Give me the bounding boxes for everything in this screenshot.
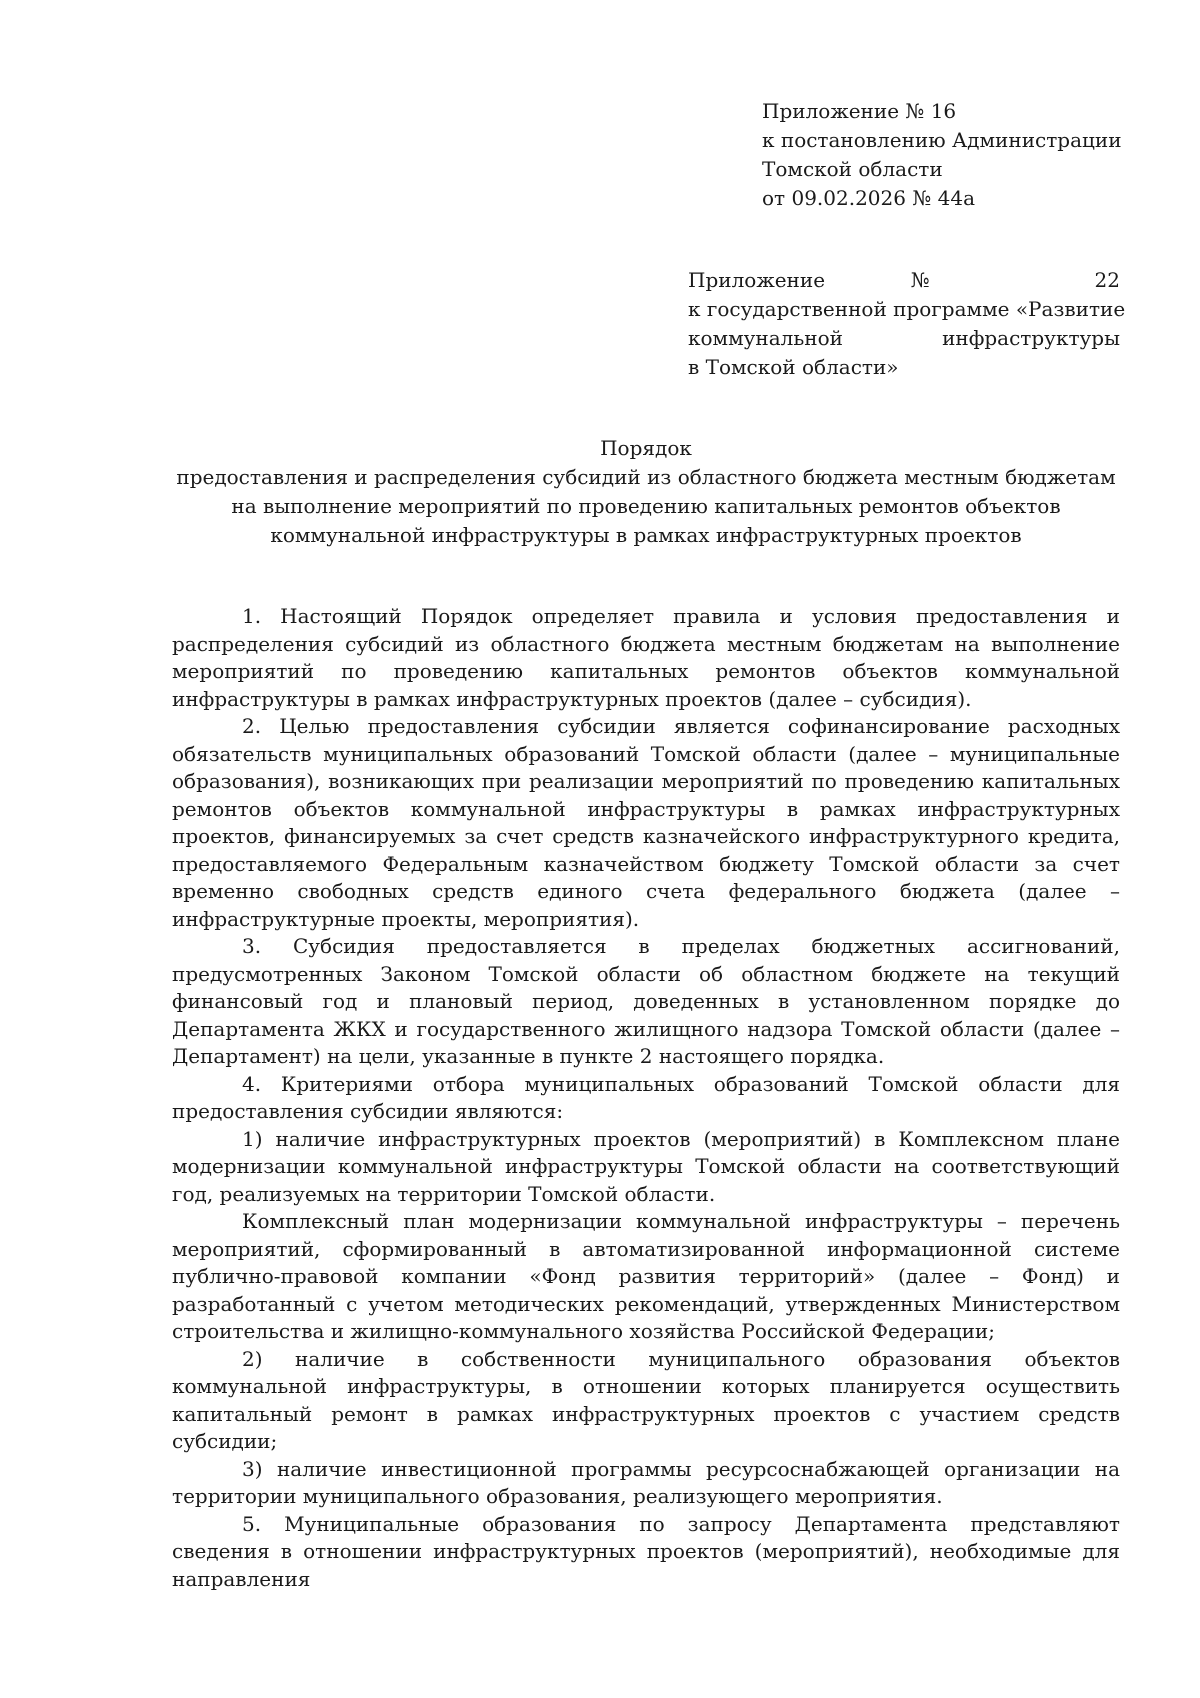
title-line-1: предоставления и распределения субсидий из областного бюджета местным бюджетам	[176, 465, 1116, 489]
paragraph-2: 2. Целью предоставления субсидии является софинансирование расходных обязательств муниципальных образований Томской области (далее – муниципальные образования), возникающих при реализации мероприятий по проведению капитальных ремонтов объектов коммунальной инфраструктуры в рамках инфраструктурных проектов, финансируемых за счет средств казначейского инфраструктурного кредита, предоставляемого Федеральным казначейством бюджету Томской области за счет временно свободных средств единого счета федерального бюджета (далее – инфраструктурные проекты, мероприятия).	[172, 714, 1120, 931]
paragraph-4-plan-definition: Комплексный план модернизации коммунальной инфраструктуры – перечень мероприятий, сформированный в автоматизированной информационной системе публично-правовой компании «Фонд развития территорий» (далее – Фонд) и разработанный с учетом методических рекомендаций, утвержденных Министерством строительства и жилищно-коммунального хозяйства Российской Федерации;	[172, 1209, 1120, 1343]
document-title	[172, 434, 1120, 550]
annex-number: Приложение № 16	[762, 99, 957, 123]
title-line-2: на выполнение мероприятий по проведению капитальных ремонтов объектов	[231, 494, 1061, 518]
paragraph-4-item-2: 2) наличие в собственности муниципального образования объектов коммунальной инфраструктуры, в отношении которых планируется осуществить капитальный ремонт в рамках инфраструктурных проектов с участием средств субсидии;	[172, 1346, 1120, 1453]
annex-resolution-header	[762, 97, 1142, 213]
program-annex-number: Приложение № 22	[688, 268, 1120, 292]
annex-region: Томской области	[762, 157, 943, 181]
paragraph-3: 3. Субсидия предоставляется в пределах бюджетных ассигнований, предусмотренных Законом Томской области об областном бюджете на текущий финансовый год и плановый период, доведенных в установленном порядке до Департамента ЖКХ и государственного жилищного надзора Томской области (далее – Департамент) на цели, указанные в пункте 2 настоящего порядка.	[172, 934, 1120, 1068]
paragraph-4-item-3: 3) наличие инвестиционной программы ресурсоснабжающей организации на территории муниципального образования, реализующего мероприятия.	[172, 1456, 1120, 1508]
document-body	[172, 603, 1120, 1593]
paragraph-4-item-1: 1) наличие инфраструктурных проектов (мероприятий) в Комплексном плане модернизации коммунальной инфраструктуры Томской области на соответствующий год, реализуемых на территории Томской области.	[172, 1126, 1120, 1206]
title-heading: Порядок	[600, 436, 692, 460]
program-annex-name: коммунальной инфраструктуры	[688, 326, 1120, 350]
annex-resolution-ref: к постановлению Администрации	[762, 128, 1122, 152]
title-line-3: коммунальной инфраструктуры в рамках инфраструктурных проектов	[270, 523, 1022, 547]
paragraph-4: 4. Критериями отбора муниципальных образований Томской области для предоставления субсидии являются:	[172, 1071, 1120, 1123]
annex-program-header	[688, 266, 1126, 382]
annex-date-number: от 09.02.2026 № 44а	[762, 186, 975, 210]
paragraph-1: 1. Настоящий Порядок определяет правила и условия предоставления и распределения субсидий из областного бюджета местным бюджетам на выполнение мероприятий по проведению капитальных ремонтов объектов коммунальной инфраструктуры в рамках инфраструктурных проектов (далее – субсидия).	[172, 604, 1120, 711]
paragraph-5: 5. Муниципальные образования по запросу Департамента представляют сведения в отношении инфраструктурных проектов (мероприятий), необходимые для направления	[172, 1511, 1120, 1591]
program-annex-region: в Томской области»	[688, 355, 899, 379]
program-annex-ref: к государственной программе «Развитие	[688, 297, 1126, 321]
